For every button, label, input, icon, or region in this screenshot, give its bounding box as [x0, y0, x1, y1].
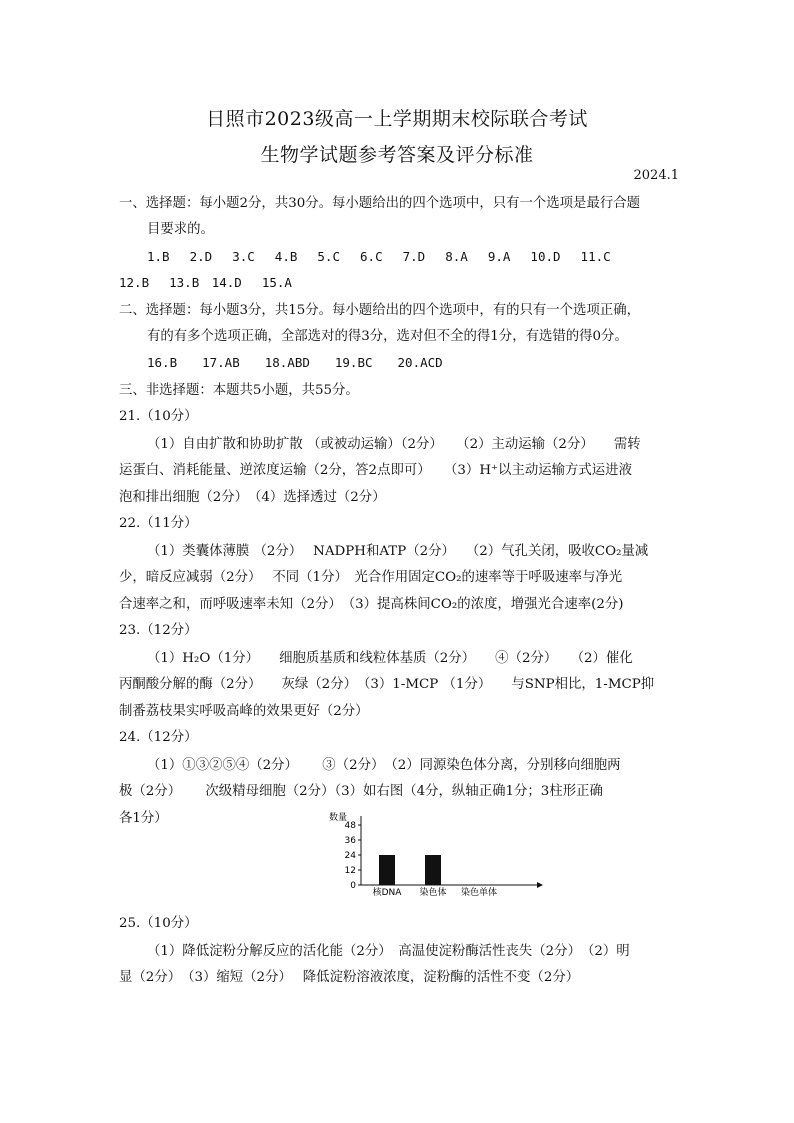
section1-answers-row2: 12.B 13.B 14.D 15.A — [119, 275, 292, 290]
x-category-label: 染色体 — [419, 888, 447, 898]
q24-line2: 极（2分） 次级精母细胞（2分）（3）如右图（4分，纵轴正确1分；3柱形正确 — [119, 784, 603, 799]
q22-heading: 22.（11分） — [119, 516, 198, 531]
q23-line1: （1）H₂O（1分） 细胞质基质和线粒体基质（2分） ④（2分） （2）催化 — [147, 651, 633, 666]
q21-line2: 运蛋白、消耗能量、逆浓度运输（2分，答2点即可） （3）H⁺以主动运输方式运进液 — [119, 463, 632, 478]
q23-heading: 23.（12分） — [119, 623, 198, 638]
q22-line1: （1）类囊体薄膜 （2分） NADPH和ATP（2分） （2）气孔关闭，吸收CO₂量减 — [147, 544, 649, 559]
section2-answers: 16.B 17.AB 18.ABD 19.BC 20.ACD — [147, 355, 443, 370]
q22-line3: 合速率之和，而呼吸速率未知（2分） （3）提高株间CO₂的浓度，增强光合速率(2分) — [119, 597, 624, 612]
q21-heading: 21.（10分） — [119, 409, 198, 424]
bar-0 — [379, 855, 395, 885]
q24-line3: 各1分） — [119, 811, 168, 826]
y-tick-label: 0 — [350, 881, 356, 891]
q24-line1: （1）①③②⑤④（2分） ③（2分） （2）同源染色体分离，分别移向细胞两 — [147, 758, 621, 773]
y-tick-label: 48 — [344, 821, 356, 831]
q22-line2: 少，暗反应减弱（2分） 不同（1分） 光合作用固定CO₂的速率等于呼吸速率与净光 — [119, 570, 623, 585]
document-title: 日照市2023级高一上学期期末校际联合考试 — [206, 108, 588, 130]
x-axis-arrow — [537, 882, 543, 888]
section1-instruction-line1: 一、选择题：每小题2分，共30分。每小题给出的四个选项中，只有一个选项是最行合题 — [119, 196, 641, 211]
y-tick-label: 24 — [344, 851, 356, 861]
section2-instruction-line2: 有的有多个选项正确，全部选对的得3分，选对但不全的得1分，有选错的得0分。 — [147, 329, 628, 344]
q25-line1: （1）降低淀粉分解反应的活化能（2分） 高温使淀粉酶活性丧失（2分） （2）明 — [147, 944, 630, 959]
y-tick-label: 36 — [344, 836, 356, 846]
document-date: 2024.1 — [633, 168, 679, 183]
x-category-label: 染色单体 — [460, 888, 498, 898]
section2-instruction-line1: 二、选择题：每小题3分，共15分。每小题给出的四个选项中，有的只有一个选项正确， — [119, 303, 641, 318]
section3-heading: 三、非选择题：本题共5小题，共55分。 — [119, 383, 359, 398]
q25-heading: 25.（10分） — [119, 916, 198, 931]
y-tick-label: 12 — [344, 866, 356, 876]
section1-answers-row1: 1.B 2.D 3.C 4.B 5.C 6.C 7.D 8.A 9.A 10.D 11.C — [147, 249, 611, 264]
q24-heading: 24.（12分） — [119, 730, 198, 745]
chart-ylabel: 数量 — [329, 813, 348, 823]
q23-line3: 制番荔枝果实呼吸高峰的效果更好（2分） — [119, 704, 369, 719]
bar-1 — [425, 855, 441, 885]
chromosome-count-chart — [325, 808, 550, 898]
q25-line2: 显（2分） （3）缩短（2分） 降低淀粉溶液浓度，淀粉酶的活性不变（2分） — [119, 970, 580, 985]
section1-instruction-line2: 目要求的。 — [147, 222, 214, 237]
q21-line3: 泡和排出细胞（2分） （4）选择透过（2分） — [119, 490, 386, 505]
q23-line2: 丙酮酸分解的酶（2分） 灰绿（2分） （3）1-MCP （1分） 与SNP相比，1-MCP抑 — [119, 677, 655, 692]
q21-line1: （1）自由扩散和协助扩散 （或被动运输）（2分） （2）主动运输（2分） 需转 — [147, 437, 641, 452]
document-subtitle: 生物学试题参考答案及评分标准 — [260, 144, 534, 166]
x-category-label: 核DNA — [372, 888, 402, 898]
